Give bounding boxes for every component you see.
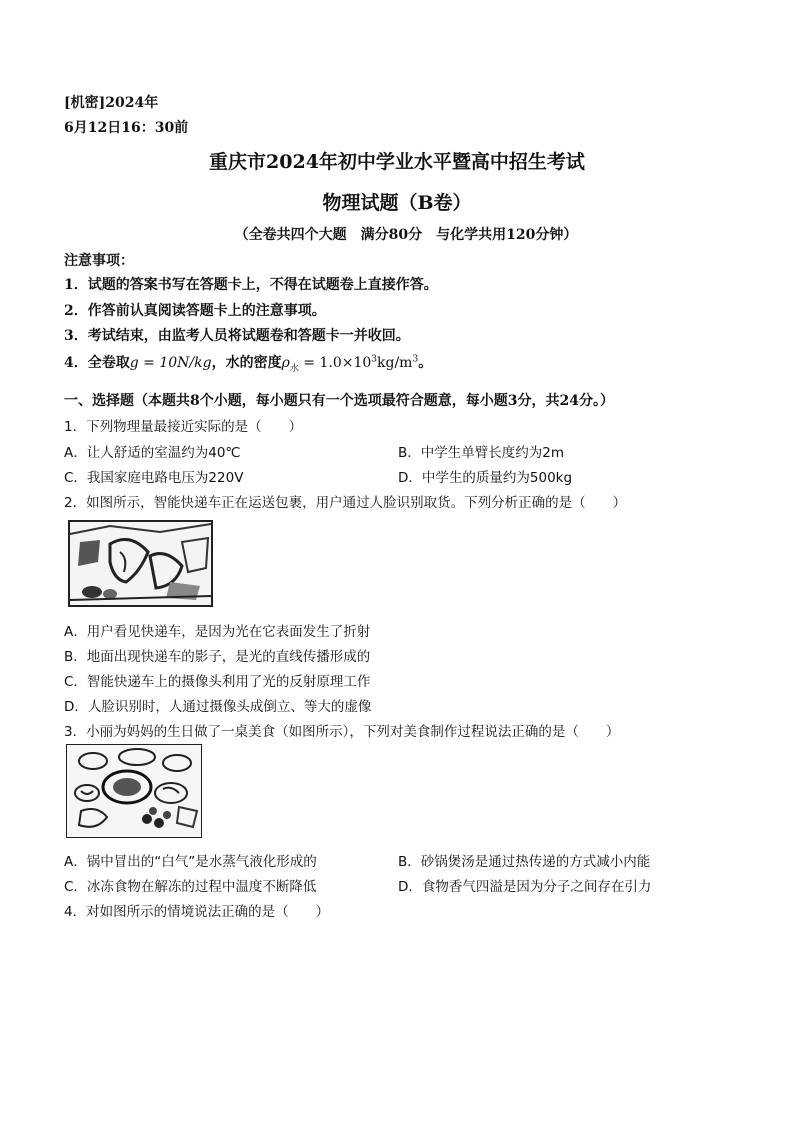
q3-option-d: D．食物香气四溢是因为分子之间存在引力 xyxy=(398,879,652,895)
question-4-stem: 4．对如图所示的情境说法正确的是（ ） xyxy=(64,904,330,920)
q3-option-a: A．锅中冒出的“白气”是水蒸气液化形成的 xyxy=(64,854,317,870)
q1-option-b: B．中学生单臂长度约为2m xyxy=(398,445,565,461)
food-table-illustration xyxy=(67,745,201,837)
note4-prefix: 4．全卷取 xyxy=(64,355,130,371)
note-item: 2．作答前认真阅读答题卡上的注意事项。 xyxy=(64,303,326,319)
dinner-table-figure xyxy=(66,744,202,838)
delivery-vehicle-figure xyxy=(68,520,213,607)
question-2-stem: 2．如图所示，智能快递车正在运送包裹，用户通过人脸识别取货。下列分析正确的是（ ） xyxy=(64,495,627,511)
exam-title: 重庆市2024年初中学业水平暨高中招生考试 xyxy=(209,151,585,173)
paper-title: 物理试题（B卷） xyxy=(322,192,472,214)
q2-option-d: D．人脸识别时，人通过摄像头成倒立、等大的虚像 xyxy=(64,699,372,715)
section-heading: 一、选择题（本题共8个小题，每小题只有一个选项最符合题意，每小题3分，共24分。） xyxy=(64,393,614,409)
notes-heading: 注意事项： xyxy=(64,253,134,269)
confidential-label: [机密]2024年 xyxy=(64,95,159,111)
q1-option-c: C．我国家庭电路电压为220V xyxy=(64,470,244,486)
water-density-value: = $1.0\times 10^3kg/m^3$ xyxy=(298,354,419,371)
note-item: 1．试题的答案书写在答题卡上，不得在试题卷上直接作答。 xyxy=(64,277,438,293)
q3-option-b: B．砂锅煲汤是通过热传递的方式减小内能 xyxy=(398,854,651,870)
q1-option-a: A．让人舒适的室温约为40℃ xyxy=(64,445,241,461)
question-1-stem: 1．下列物理量最接近实际的是（ ） xyxy=(64,419,303,435)
q2-option-a: A．用户看见快递车，是因为光在它表面发生了折射 xyxy=(64,624,371,640)
note4-mid: ，水的密度 xyxy=(211,355,282,371)
q2-option-b: B．地面出现快递车的影子，是光的直线传播形成的 xyxy=(64,649,371,665)
q1-option-d: D．中学生的质量约为500kg xyxy=(398,470,573,486)
water-density-symbol: $\rho_水$ xyxy=(281,355,299,374)
note4-end: 。 xyxy=(418,355,433,371)
question-3-stem: 3．小丽为妈妈的生日做了一桌美食（如图所示），下列对美食制作过程说法正确的是（ ） xyxy=(64,724,620,740)
note-item-4 xyxy=(64,352,432,374)
q3-option-c: C．冰冻食物在解冻的过程中温度不断降低 xyxy=(64,879,317,895)
exam-subtitle: （全卷共四个大题 满分80分 与化学共用120分钟） xyxy=(234,227,578,243)
deadline-time: 6月12日16：30前 xyxy=(64,120,189,136)
q2-option-c: C．智能快递车上的摄像头利用了光的反射原理工作 xyxy=(64,674,371,690)
delivery-vehicle-illustration xyxy=(70,522,211,605)
gravity-constant: g = 10N/kg xyxy=(129,355,212,371)
note-item: 3．考试结束，由监考人员将试题卷和答题卡一并收回。 xyxy=(64,328,410,344)
